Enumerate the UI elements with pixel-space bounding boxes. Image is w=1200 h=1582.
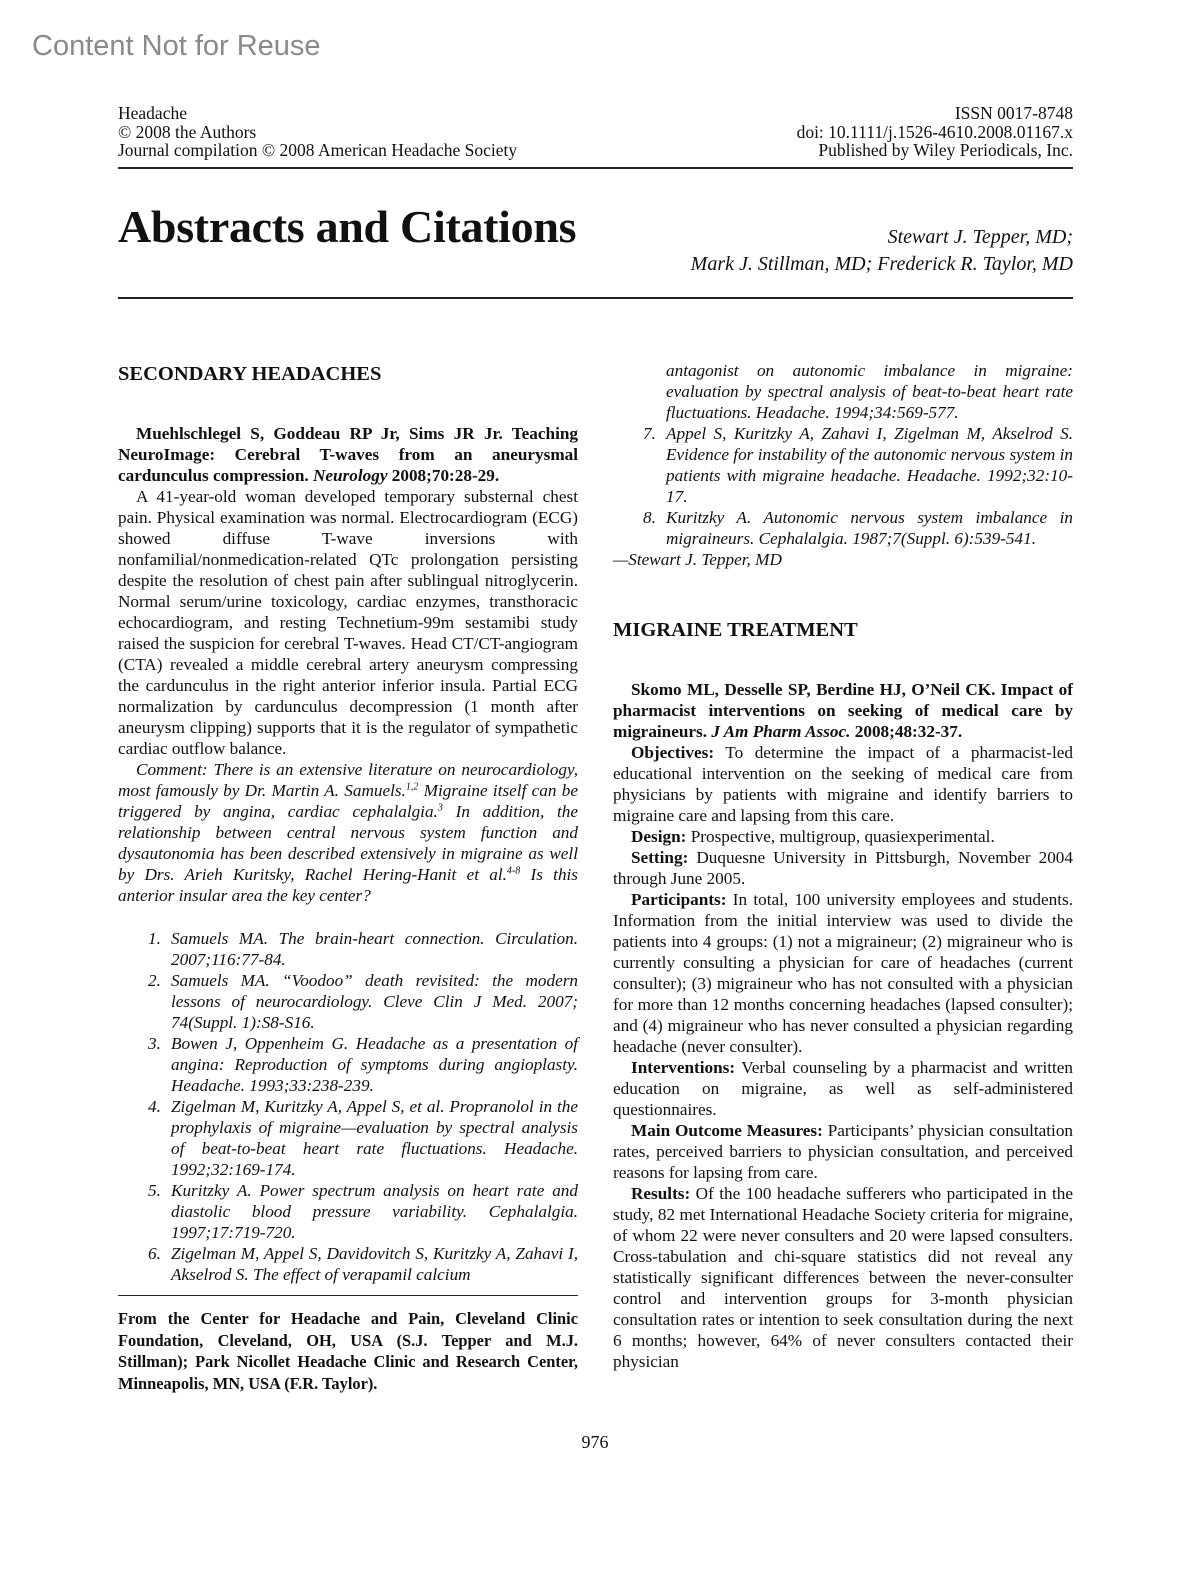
comment-text-4: Is this anterior insular area the key center?: [118, 865, 578, 905]
reference-text: Zigelman M, Appel S, Davidovitch S, Kuritzky A, Zahavi I, Akselrod S. The effect of verapamil calcium: [171, 1244, 578, 1284]
paragraph-text: Verbal counseling by a pharmacist and written education on migraine, as well as self-administered questionnaires.: [613, 1058, 1073, 1119]
journal-name: Headache: [118, 103, 187, 123]
paragraph-label: Objectives:: [631, 743, 715, 762]
section-heading-secondary-headaches: SECONDARY HEADACHES: [118, 363, 382, 385]
comment-sup-3: 4-8: [506, 865, 521, 877]
comment-text-3: In addition, the relationship between central nervous system function and dysautonomia has been described extensively in migraine as well by Drs. Arieh Kuritsky, Rachel Hering-Hanit et al.: [118, 802, 578, 884]
reference-text: Kuritzky A. Power spectrum analysis on heart rate and diastolic blood pressure variability. Cephalalgia. 1997;17:719-720.: [171, 1181, 578, 1242]
affiliation-footnote: From the Center for Headache and Pain, Cleveland Clinic Foundation, Cleveland, OH, USA (S.J. Tepper and M.J. Stillman); Park Nicollet Headache Clinic and Research Center, Minneapolis, MN, USA (F.R. Taylor).: [118, 1309, 578, 1393]
citation-journal: Neurology: [312, 466, 388, 485]
reference-number: 5.: [148, 1181, 161, 1200]
paragraph-label: Interventions:: [631, 1058, 736, 1077]
reference-item: [118, 1033, 578, 1096]
reference-number: 7.: [643, 424, 656, 443]
author-line-2: Mark J. Stillman, MD; Frederick R. Taylor, MD: [690, 253, 1073, 275]
left-column: [118, 360, 578, 1394]
reference-text: Zigelman M, Kuritzky A, Appel S, et al. Propranolol in the prophylaxis of migraine—evaluation by spectral analysis of beat-to-beat heart rate fluctuations. Headache. 1992;32:169-174.: [171, 1097, 578, 1179]
paragraph-text: Duquesne University in Pittsburgh, November 2004 through June 2005.: [613, 848, 1073, 888]
paragraph-label: Results:: [631, 1184, 691, 1203]
section-heading-migraine-treatment: MIGRAINE TREATMENT: [613, 619, 858, 641]
citation-authors-title: Muehlschlegel S, Goddeau RP Jr, Sims JR Jr. Teaching NeuroImage: Cerebral T-waves from an aneurysmal cardunculus compression.: [118, 424, 578, 485]
setting-paragraph: [613, 847, 1073, 889]
reference-list: [118, 928, 578, 1285]
citation-authors-title: Skomo ML, Desselle SP, Berdine HJ, O’Neil CK. Impact of pharmacist interventions on seeking of medical care by migraineurs.: [613, 680, 1073, 741]
reference-text: Kuritzky A. Autonomic nervous system imbalance in migraineurs. Cephalalgia. 1987;7(Suppl. 6):539-541.: [666, 508, 1073, 548]
title-rule: [118, 297, 1073, 299]
comment-sup-2: 3: [437, 802, 443, 814]
reference-number: 4.: [148, 1097, 161, 1116]
interventions-paragraph: [613, 1057, 1073, 1120]
reference-text: Samuels MA. The brain-heart connection. Circulation. 2007;116:77-84.: [171, 929, 578, 969]
outcome-measures-paragraph: [613, 1120, 1073, 1183]
results-paragraph: [613, 1183, 1073, 1372]
journal-header-left: [118, 104, 517, 160]
right-column: [613, 360, 1073, 1372]
signature: —Stewart J. Tepper, MD: [613, 550, 782, 569]
paragraph-text: Of the 100 headache sufferers who participated in the study, 82 met International Headache Society criteria for migraine, of whom 22 were never consulters and 20 were lapsed consulters. Cross-tabulation and chi-square statistics did not reveal any statistically significant differences between the never-consulter control and intervention groups for 3-month physician consultation rates or intention to seek consultation during the next 6 months; however, 64% of never consulters contacted their physician: [613, 1184, 1073, 1371]
reference-item: [613, 507, 1073, 549]
objectives-paragraph: [613, 742, 1073, 826]
reference-item: [118, 928, 578, 970]
author-line-1: Stewart J. Tepper, MD;: [887, 226, 1073, 248]
comment-paragraph: [118, 759, 578, 906]
reference-item: [613, 423, 1073, 507]
reference-number: 6.: [148, 1244, 161, 1263]
reference-text: Bowen J, Oppenheim G. Headache as a presentation of angina: Reproduction of symptoms during angioplasty. Headache. 1993;33:238-239.: [171, 1034, 578, 1095]
header-rule: [118, 167, 1073, 169]
reference-text: Samuels MA. “Voodoo” death revisited: the modern lessons of neurocardiology. Cleve Clin J Med. 2007; 74(Suppl. 1):S8-S16.: [171, 971, 578, 1032]
citation-ref: 2008;70:28-29.: [391, 466, 500, 485]
page-title: Abstracts and Citations: [118, 201, 577, 252]
paragraph-label: Setting:: [631, 848, 689, 867]
paragraph-text: Participants’ physician consultation rates, perceived barriers to physician consultation, and perceived reasons for lapsing from care.: [613, 1121, 1074, 1182]
footnote-rule: [118, 1295, 578, 1296]
reference-text: antagonist on autonomic imbalance in migraine: evaluation by spectral analysis of beat-to-beat heart rate fluctuations. Headache. 1994;34:569-577.: [666, 361, 1073, 422]
watermark: Content Not for Reuse: [32, 30, 321, 62]
reference-item: [118, 970, 578, 1033]
reference-item: [118, 1096, 578, 1180]
paragraph-label: Main Outcome Measures:: [631, 1121, 823, 1140]
doi: doi: 10.1111/j.1526-4610.2008.01167.x: [796, 121, 1073, 142]
reference-text: Appel S, Kuritzky A, Zahavi I, Zigelman M, Akselrod S. Evidence for instability of the autonomic nervous system in patients with migraine headache. Headache. 1992;32:10-17.: [666, 424, 1073, 506]
reference-number: 8.: [643, 508, 656, 527]
abstract-paragraph: A 41-year-old woman developed temporary substernal chest pain. Physical examination was normal. Electrocardiogram (ECG) showed diffuse T-wave inversions with nonfamilial/nonmedication-related QTc prolongation persisting despite the resolution of chest pain after sublingual nitroglycerin. Normal serum/urine toxicology, cardiac enzymes, transthoracic echocardiogram, and resting Technetium-99m sestamibi study raised the suspicion for cerebral T-waves. Head CT/CT-angiogram (CTA) revealed a middle cerebral artery aneurysm compressing the cardunculus in the right anterior inferior insula. Partial ECG normalization by cardunculus decompression (1 month after aneurysm clipping) supports that it is the regulator of sympathetic cardiac outflow balance.: [118, 487, 578, 758]
participants-paragraph: [613, 889, 1073, 1057]
comment-text-1: Comment: There is an extensive literature on neurocardiology, most famously by Dr. Martin A. Samuels.: [118, 760, 578, 800]
citation-muehlschlegel: [118, 423, 578, 486]
copyright-authors: © 2008 the Authors: [118, 121, 257, 142]
reference-item: [118, 1243, 578, 1285]
comment-sup-1: 1,2: [405, 781, 419, 793]
journal-header-right: [797, 104, 1073, 160]
author-list: [691, 224, 1073, 278]
paragraph-text: Prospective, multigroup, quasiexperimental.: [690, 827, 995, 846]
publisher: Published by Wiley Periodicals, Inc.: [818, 140, 1073, 160]
paragraph-label: Participants:: [631, 890, 727, 909]
citation-journal: J Am Pharm Assoc.: [711, 722, 851, 741]
reference-number: 2.: [148, 971, 161, 990]
page-number: 976: [581, 1432, 609, 1452]
paragraph-label: Design:: [631, 827, 687, 846]
reference-item: [118, 1180, 578, 1243]
paragraph-text: In total, 100 university employees and students. Information from the initial interview was used to divide the patients into 4 groups: (1) not a migraineur; (2) migraineur who is currently consulting a physician for care of headaches (current consulter); (3) migraineur who has not consulted with a physician for more than 12 months concerning headaches (lapsed consulter); and (4) migraineur who has never consulted a physician regarding headache (never consulter).: [613, 890, 1074, 1056]
copyright-society: Journal compilation © 2008 American Headache Society: [118, 140, 518, 160]
reference-number: 3.: [148, 1034, 161, 1053]
citation-ref: 2008;48:32-37.: [854, 722, 963, 741]
reference-list-continued: [613, 360, 1073, 549]
citation-skomo: [613, 679, 1073, 742]
reference-item-continued: [613, 360, 1073, 423]
paragraph-text: To determine the impact of a pharmacist-led educational intervention on the seeking of medical care from physicians by patients with migraine and identify barriers to migraine care and lapsing from this care.: [613, 743, 1073, 825]
comment-text-2: Migraine itself can be triggered by angina, cardiac cephalalgia.: [118, 781, 578, 821]
issn: ISSN 0017-8748: [954, 103, 1073, 123]
design-paragraph: [613, 826, 1073, 847]
reference-number: 1.: [148, 929, 161, 948]
